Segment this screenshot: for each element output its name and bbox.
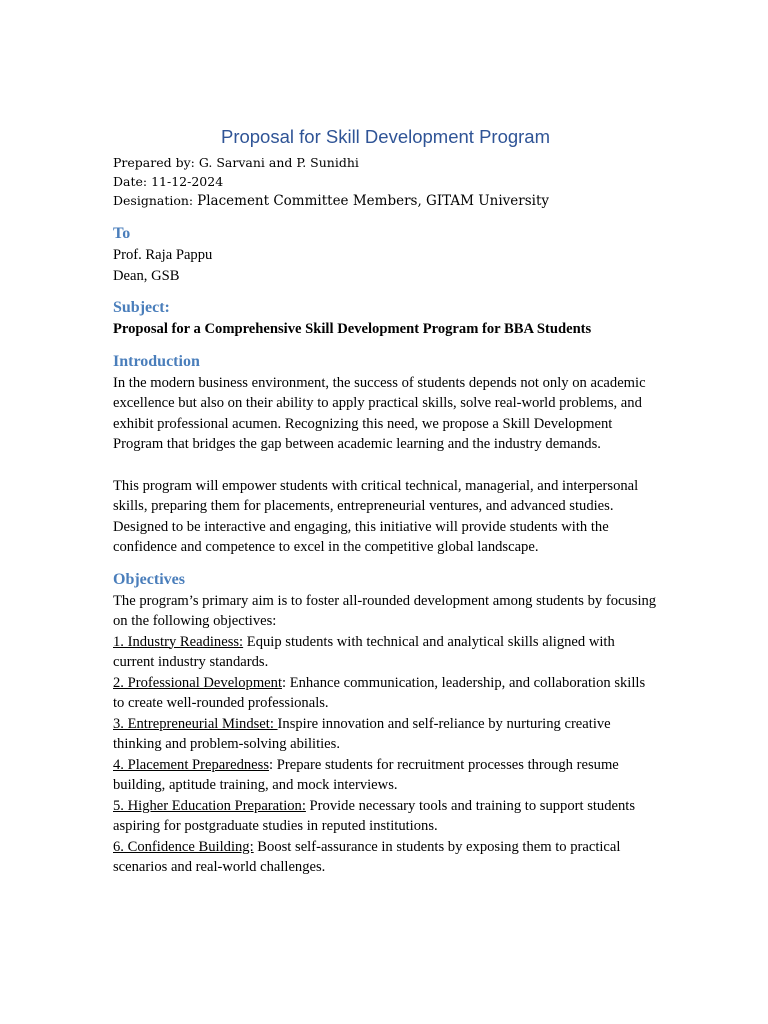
objectives-intro: The program’s primary aim is to foster all-rounded development among students by focusing on the following objectives:	[113, 592, 657, 629]
objective-item	[113, 755, 658, 796]
objective-item	[113, 796, 658, 837]
introduction-paragraph-1: In the modern business environment, the success of students depends not only on academic excellence but also on their ability to apply practical skills, solve real-world problems, and exhibit professional acumen. Recognizing this need, we propose a Skill Development Program that bridges the gap between academic learning and the industry demands.	[113, 374, 646, 452]
subject-text: Proposal for a Comprehensive Skill Development Program for BBA Students	[113, 321, 592, 337]
objective-text: : Prepare students for recruitment processes through resume building, aptitude training, and mock interviews.	[113, 756, 619, 793]
objective-text: Provide necessary tools and training to support students aspiring for postgraduate studies in reputed institutions.	[113, 797, 636, 834]
objective-text: Inspire innovation and self-reliance by nurturing creative thinking and problem-solving abilities.	[113, 715, 611, 752]
recipient-role: Dean, GSB	[113, 267, 180, 284]
objective-text: Boost self-assurance in students by exposing them to practical scenarios and real-world challenges.	[113, 838, 621, 875]
date-label: Date:	[113, 174, 148, 189]
recipient-name: Prof. Raja Pappu	[113, 247, 213, 263]
designation-line	[113, 191, 658, 211]
objective-label: 5. Higher Education Preparation:	[113, 797, 306, 814]
prepared-by-value: G. Sarvani and P. Sunidhi	[198, 155, 359, 170]
objective-label: 4. Placement Preparedness	[113, 756, 270, 773]
objective-label: 3. Entrepreneurial Mindset:	[113, 715, 278, 732]
objective-item	[113, 714, 658, 755]
objective-text: Equip students with technical and analytical skills aligned with current industry standards.	[113, 633, 615, 670]
introduction-heading: Introduction	[113, 352, 200, 370]
designation-label: Designation:	[113, 193, 194, 208]
objective-item	[113, 837, 658, 878]
objective-text: : Enhance communication, leadership, and collaboration skills to create well-rounded professionals.	[113, 674, 646, 711]
introduction-paragraph-2: This program will empower students with critical technical, managerial, and interpersonal skills, preparing them for placements, entrepreneurial ventures, and advanced studies. Designed to be interactive and engaging, this initiative will provide students with the confidence and competence to excel in the competitive global landscape.	[113, 477, 639, 555]
document-page	[113, 125, 658, 878]
prepared-by-label: Prepared by:	[113, 155, 195, 170]
objective-item	[113, 632, 658, 673]
objective-item	[113, 673, 658, 714]
objective-label: 6. Confidence Building:	[113, 838, 254, 855]
to-heading: To	[113, 225, 131, 242]
objective-label: 2. Professional Development	[113, 674, 283, 691]
date-line	[113, 172, 658, 191]
objectives-heading: Objectives	[113, 570, 185, 588]
prepared-by-line	[113, 153, 658, 172]
objective-label: 1. Industry Readiness:	[113, 633, 244, 650]
subject-heading: Subject:	[113, 299, 170, 316]
designation-value: Placement Committee Members, GITAM University	[197, 193, 550, 209]
date-value: 11-12-2024	[151, 174, 224, 189]
document-title: Proposal for Skill Development Program	[220, 126, 551, 147]
